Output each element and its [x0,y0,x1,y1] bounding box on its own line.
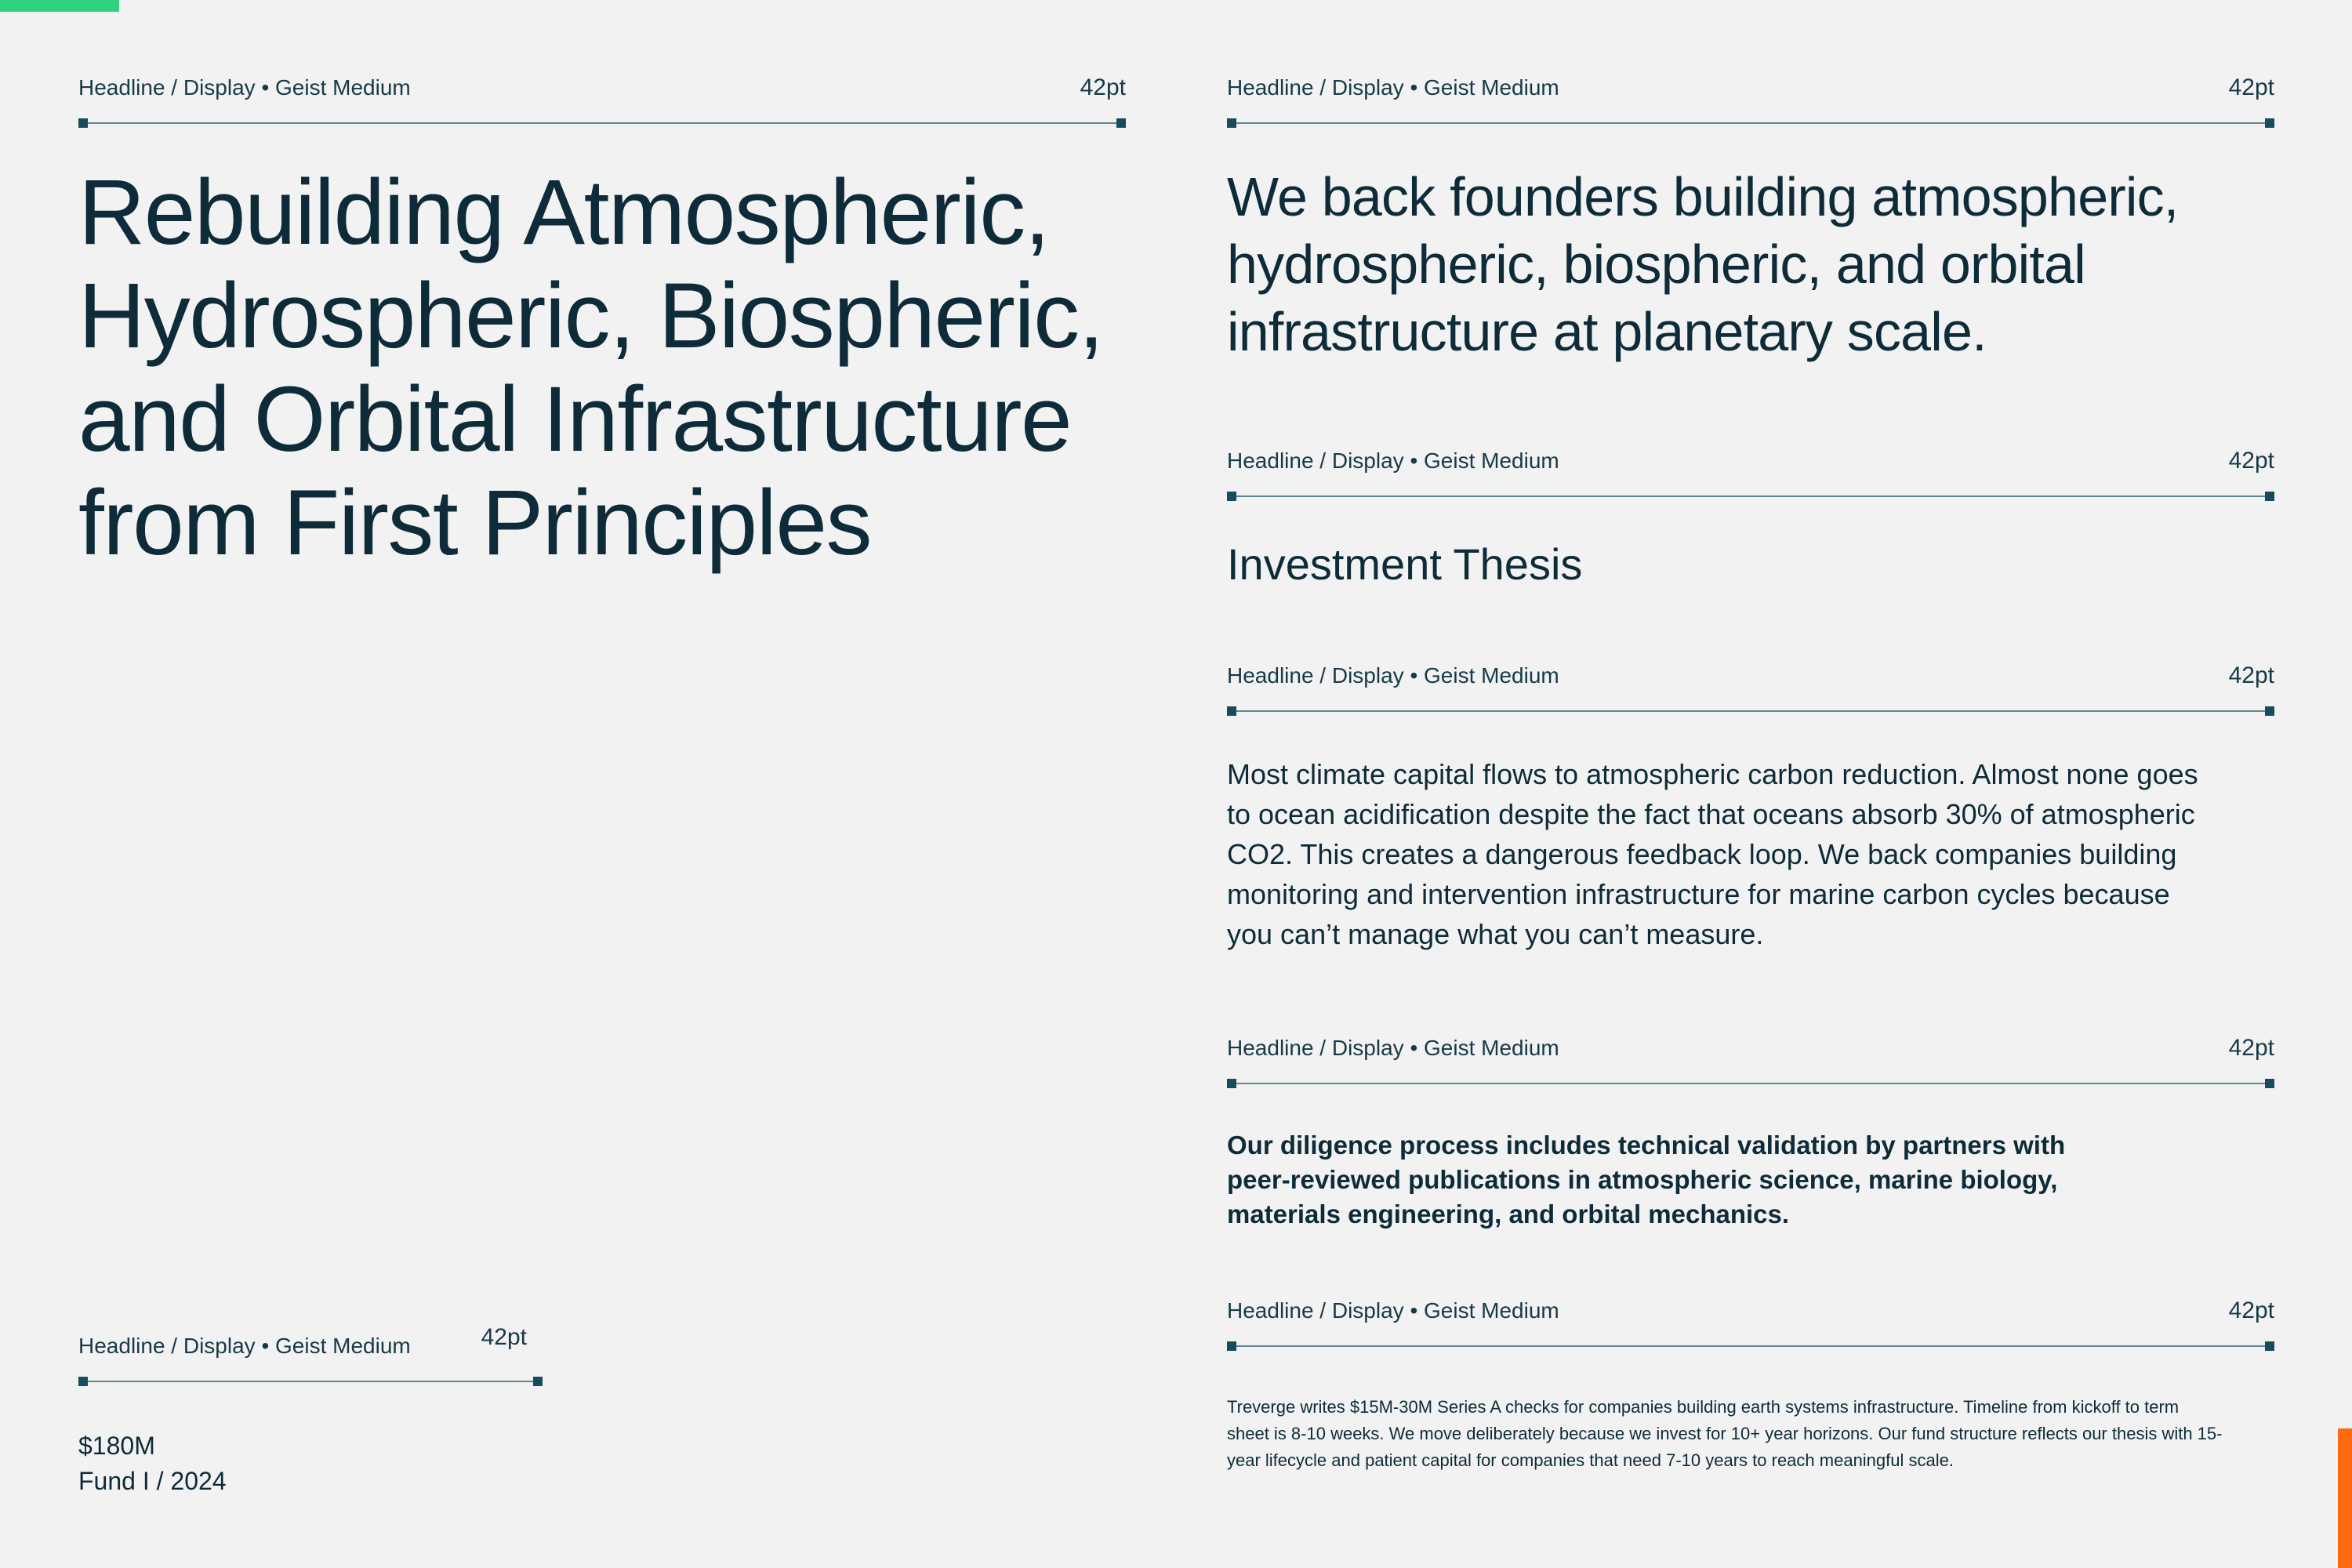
accent-bar-green [0,0,119,12]
spec-label: Headline / Display • Geist Medium [1227,1036,1559,1060]
spec-header-diligence [1227,1035,2274,1090]
spec-label: Headline / Display • Geist Medium [1227,448,1559,473]
spec-label: Headline / Display • Geist Medium [78,75,411,100]
spec-header-hero [78,74,1126,129]
spec-rule [1227,1083,2274,1084]
fund-amount: $180M [78,1432,155,1460]
spec-rule [1227,122,2274,124]
spec-rule [78,1381,543,1382]
spec-label: Headline / Display • Geist Medium [1227,75,1559,100]
spec-rule [78,122,1126,124]
fund-info [78,1428,392,1499]
spec-rule [1227,1345,2274,1347]
spec-label: Headline / Display • Geist Medium [1227,663,1559,688]
fund-name: Fund I / 2024 [78,1467,227,1495]
spec-header-thesis [1227,662,2274,717]
fine-print: Treverge writes $15M-30M Series A checks for companies building earth systems infrastructure. Timeline from kickoff to term sheet is 8-10 weeks. We move deliberately because we invest for 10+ year horizons. Our fund structure reflects our thesis with 15-year lifecycle and patient capital for companies that need 7-10 years to reach meaningful scale. [1227,1397,2223,1470]
spec-size: 42pt [2228,1035,2274,1061]
spec-header-mission [1227,74,2274,129]
spec-label: Headline / Display • Geist Medium [78,1334,411,1358]
thesis-body: Most climate capital flows to atmospheric carbon reduction. Almost none goes to ocean acidification despite the fact that oceans absorb 30% of atmospheric CO2. This creates a dangerous feedback loop. We back companies building monitoring and intervention infrastructure for marine carbon cycles because you can’t manage what you can’t measure. [1227,758,2198,950]
hero-headline: Rebuilding Atmospheric, Hydrospheric, Biospheric, and Orbital Infrastructure from First Principles [78,161,1103,575]
mission-statement: We back founders building atmospheric, hydrospheric, biospheric, and orbital infrastructure at planetary scale. [1227,166,2179,362]
diligence-text: Our diligence process includes technical validation by partners with peer-reviewed publications in atmospheric science, marine biology, materials engineering, and orbital mechanics. [1227,1131,2066,1229]
spec-rule [1227,495,2274,497]
spec-size: 42pt [1080,74,1126,100]
section-title: Investment Thesis [1227,539,1583,589]
spec-size: 42pt [481,1324,527,1350]
spec-label: Headline / Display • Geist Medium [1227,1298,1559,1323]
spec-header-fine-print [1227,1298,2274,1352]
spec-size: 42pt [2228,1298,2274,1323]
spec-size: 42pt [2228,74,2274,100]
spec-header-section-title [1227,448,2274,503]
spec-rule [1227,710,2274,712]
spec-size: 42pt [2228,662,2274,688]
accent-bar-orange [2338,1428,2352,1568]
spec-size: 42pt [2228,448,2274,474]
spec-header-fund [78,1324,543,1388]
